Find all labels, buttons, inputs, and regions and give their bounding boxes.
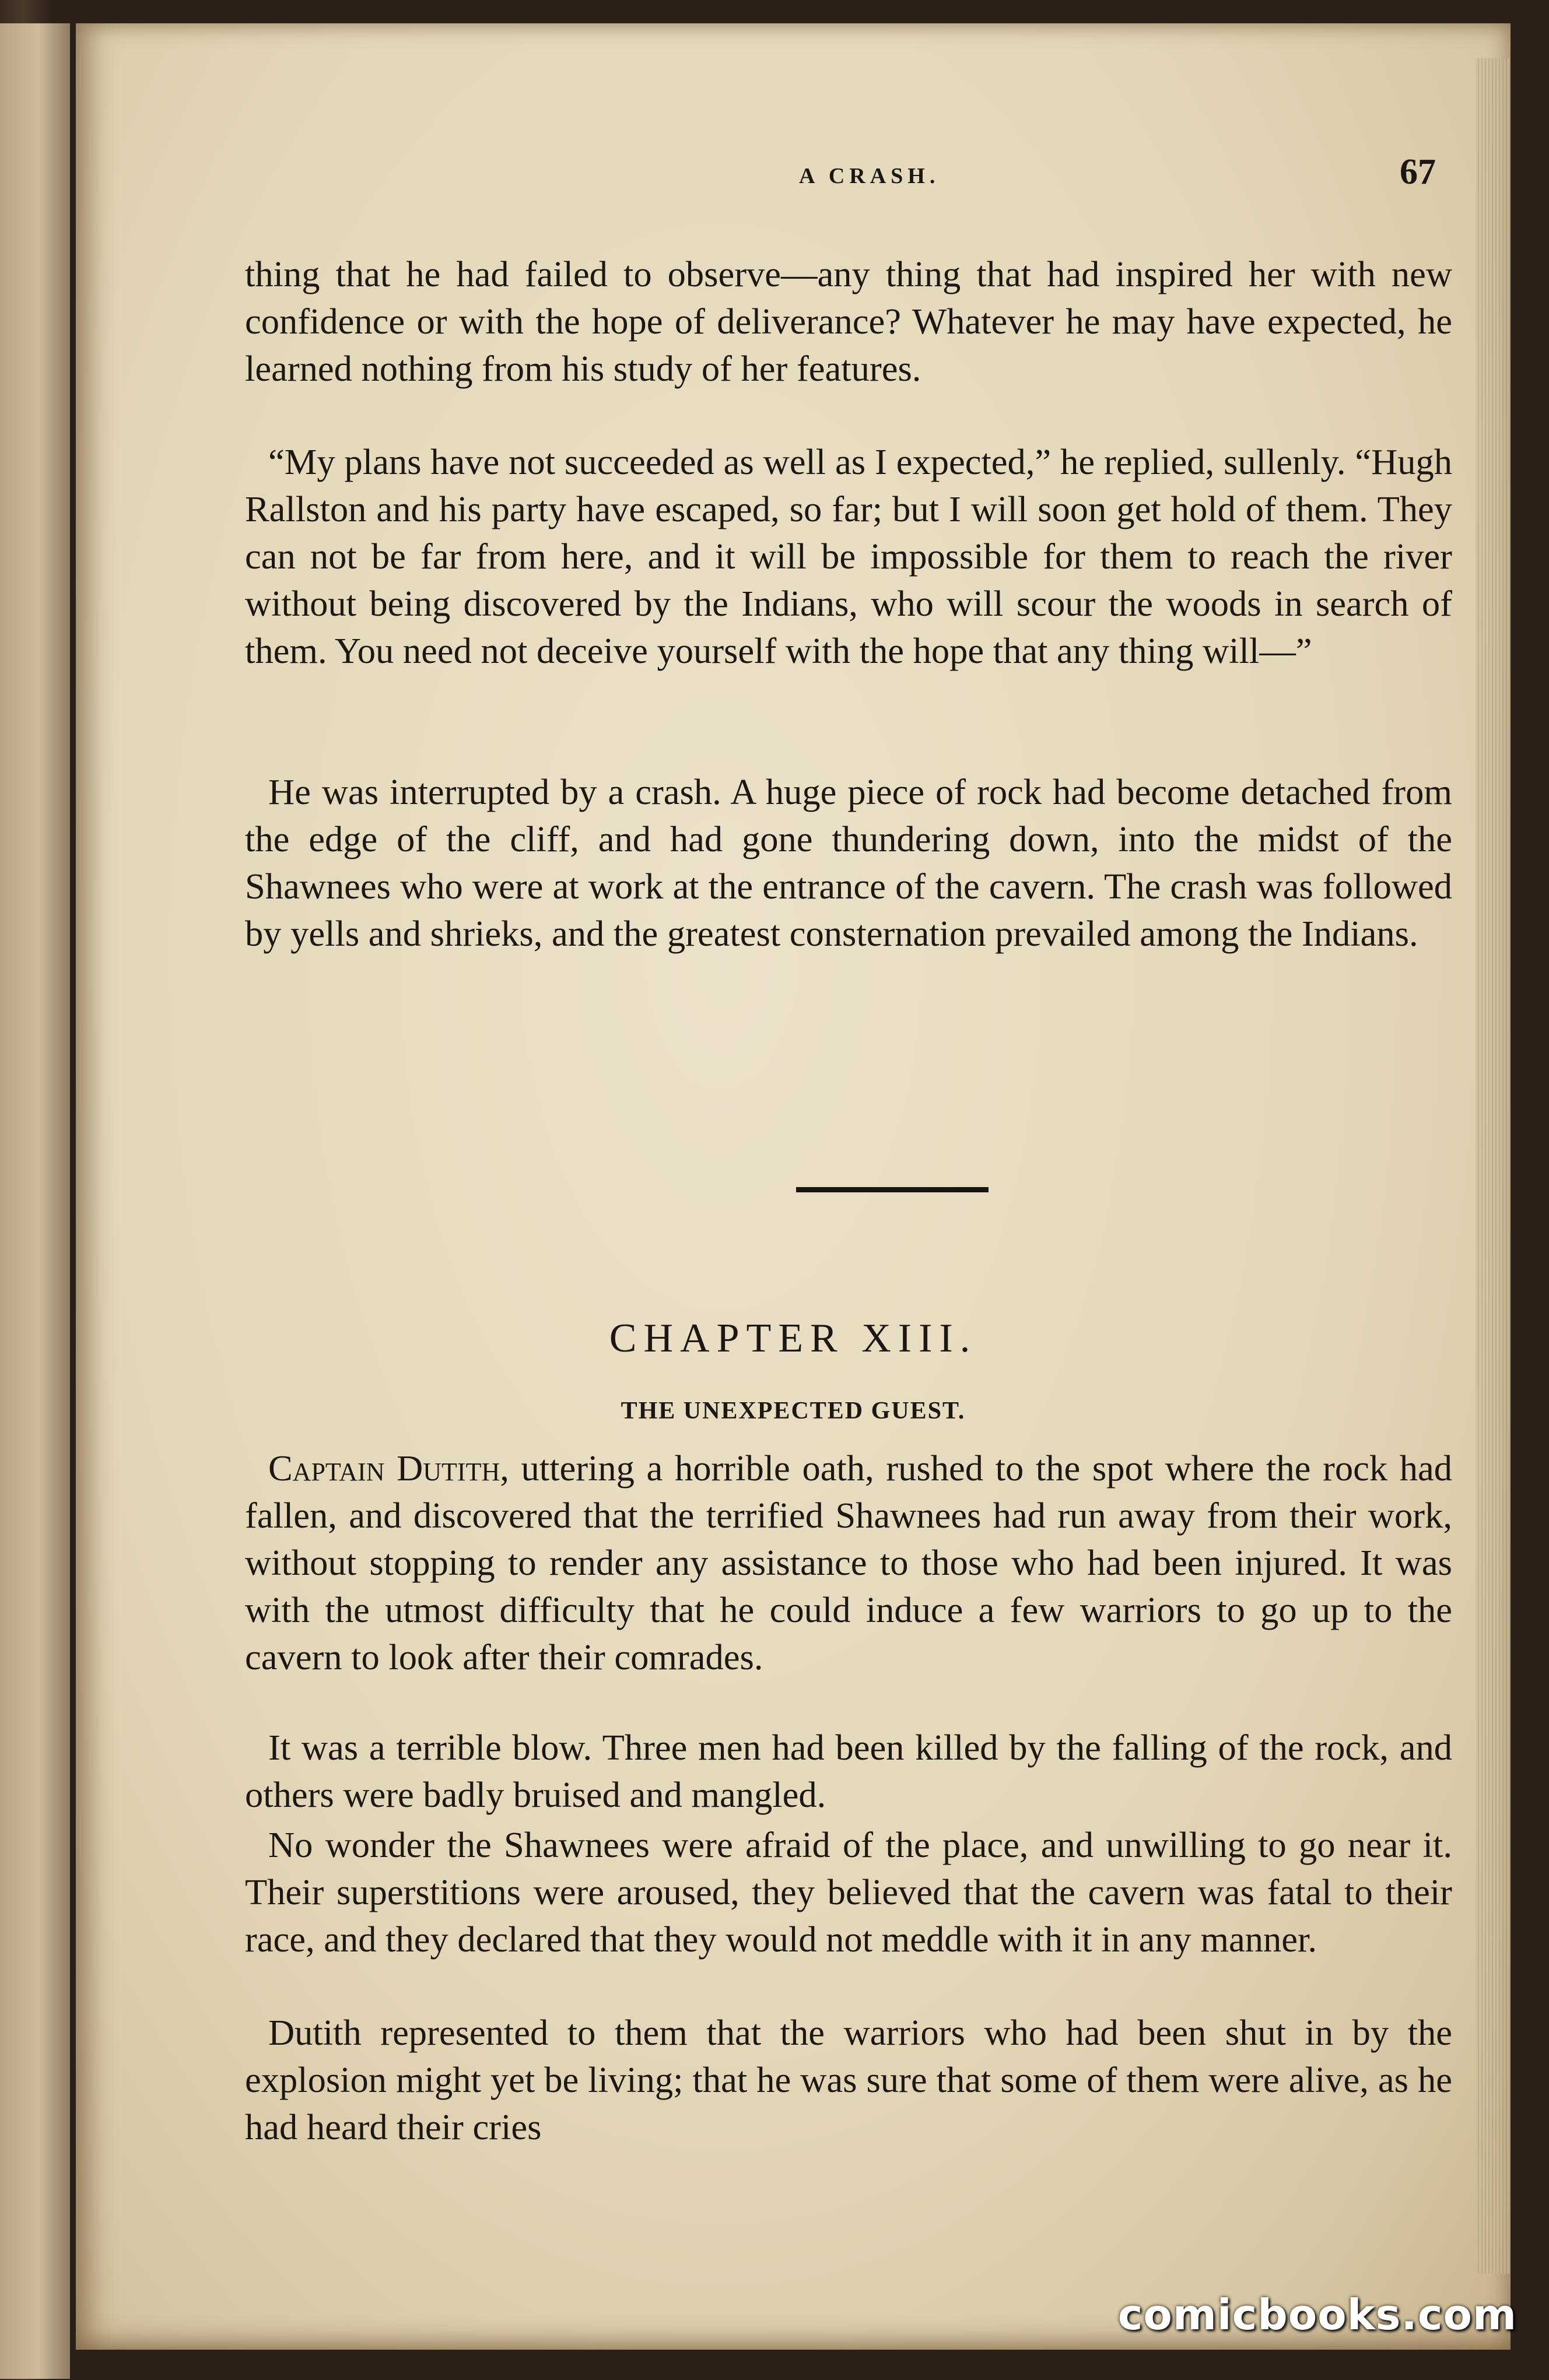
running-head: A CRASH. xyxy=(799,164,940,188)
paragraph: Dutith represented to them that the warriors who had been shut in by the explosion might yet be living; that he was sure that some of them were alive, as he had heard their cries xyxy=(245,2012,1452,2147)
page-number: 67 xyxy=(1400,152,1436,192)
book-page xyxy=(76,23,1511,2350)
paragraph: It was a terrible blow. Three men had been killed by the falling of the rock, and others were badly bruised and mangled. xyxy=(245,1727,1452,1815)
paragraph: thing that he had failed to observe—any thing that had inspired her with new confidence or with the hope of deliverance? Whatever he may have expected, he learned nothing from his study of her features. xyxy=(245,254,1452,389)
watermark: comicbooks.com xyxy=(1117,2290,1517,2339)
paragraph: He was interrupted by a crash. A huge piece of rock had become detached from the edge of the cliff, and had gone thundering down, into the midst of the Shawnees who were at work at the entrance of the cavern. The crash was followed by yells and shrieks, and the greatest consternation prevailed among the Indians. xyxy=(245,771,1452,954)
paragraph-text: uttering a horrible oath, rushed to the spot where the rock had fallen, and discovered that the terrified Shawnees had run away from their work, without stopping to render any assistance to those who had been injured. It was with the utmost difficulty that he could induce a few warriors to go up to the cavern to look after their comrades. xyxy=(245,1448,1452,1677)
chapter-subtitle: THE UNEXPECTED GUEST. xyxy=(621,1398,966,1424)
paragraph: “My plans have not succeeded as well as I expected,” he replied, sullenly. “Hugh Rallston and his party have escaped, so far; but I will soon get hold of them. They can not be far from here, and it will be impossible for them to reach the river without being discovered by the Indians, who will scour the woods in search of them. You need not deceive yourself with the hope that any thing will—” xyxy=(245,441,1452,671)
lead-in-name: Captain Dutith, xyxy=(268,1448,509,1489)
chapter-title: CHAPTER XIII. xyxy=(609,1316,977,1361)
facing-page-edge xyxy=(0,23,70,2379)
page-edges xyxy=(1476,58,1511,2274)
section-divider xyxy=(796,1187,989,1192)
chapter-opening-paragraph xyxy=(245,1445,1452,1681)
paragraph: No wonder the Shawnees were afraid of the place, and unwilling to go near it. Their superstitions were aroused, they believed that the cavern was fatal to their race, and they declared that they would not meddle with it in any manner. xyxy=(245,1824,1452,1960)
